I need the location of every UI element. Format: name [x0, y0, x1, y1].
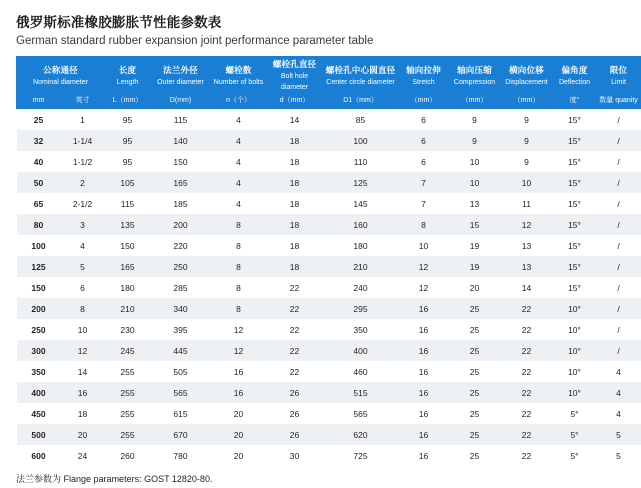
- table-cell: 4: [211, 109, 267, 131]
- table-cell: 15°: [553, 172, 597, 193]
- table-cell: 22: [267, 319, 323, 340]
- col-header-displacement: [501, 57, 553, 95]
- unit-deflection: 度°: [553, 95, 597, 109]
- table-cell: 5°: [553, 424, 597, 445]
- table-cell: 14: [501, 277, 553, 298]
- table-cell: 26: [267, 424, 323, 445]
- col-header-en: Nominal diameter: [33, 78, 88, 86]
- table-cell: 10°: [553, 382, 597, 403]
- table-cell: 14: [61, 361, 105, 382]
- page-title-en: German standard rubber expansion joint performance parameter table: [16, 35, 374, 47]
- table-cell: 6: [399, 151, 449, 172]
- col-header-cn: 长度: [118, 64, 137, 75]
- table-row: [17, 382, 641, 403]
- table-cell: 2-1/2: [61, 193, 105, 214]
- table-cell: 22: [501, 382, 553, 403]
- table-cell: 25: [449, 361, 501, 382]
- table-cell: 8: [211, 235, 267, 256]
- table-row: [17, 214, 641, 235]
- table-cell: 150: [105, 235, 151, 256]
- table-cell: 8: [211, 256, 267, 277]
- table-cell: 145: [323, 193, 399, 214]
- table-cell: 165: [105, 256, 151, 277]
- table-cell: 670: [151, 424, 211, 445]
- table-cell: 8: [211, 214, 267, 235]
- table-cell: 20: [211, 445, 267, 466]
- table-cell: 4: [211, 172, 267, 193]
- table-cell: 12: [61, 340, 105, 361]
- table-cell: 100: [17, 235, 61, 256]
- col-header-cn: 螺栓孔中心圆直径: [325, 64, 396, 75]
- table-cell: 8: [399, 214, 449, 235]
- table-row: [17, 151, 641, 172]
- table-cell: 185: [151, 193, 211, 214]
- table-cell: 180: [323, 235, 399, 256]
- table-cell: 100: [323, 130, 399, 151]
- table-cell: 295: [323, 298, 399, 319]
- table-cell: 285: [151, 277, 211, 298]
- table-cell: 8: [211, 277, 267, 298]
- col-header-en: Compression: [453, 78, 496, 86]
- unit-number-of-bolts: n（个）: [211, 95, 267, 109]
- col-header-nominal-diameter: [17, 57, 105, 95]
- col-header-outer-diameter: [151, 57, 211, 95]
- table-cell: 8: [211, 298, 267, 319]
- table-cell: 1-1/4: [61, 130, 105, 151]
- col-header-cn: 螺栓孔直径: [272, 59, 317, 69]
- table-cell: /: [597, 214, 641, 235]
- table-cell: 9: [449, 130, 501, 151]
- table-cell: 115: [105, 193, 151, 214]
- table-cell: 22: [501, 298, 553, 319]
- col-header-en: Limit: [611, 78, 626, 86]
- table-cell: 22: [501, 361, 553, 382]
- table-cell: 22: [501, 445, 553, 466]
- table-cell: 565: [323, 403, 399, 424]
- table-cell: 250: [17, 319, 61, 340]
- unit-displacement: （mm）: [501, 95, 553, 109]
- unit-stretch: （mm）: [399, 95, 449, 109]
- table-cell: 400: [323, 340, 399, 361]
- table-cell: 4: [597, 361, 641, 382]
- col-header-cn: 轴向压缩: [457, 64, 492, 75]
- table-row: [17, 193, 641, 214]
- table-cell: 125: [323, 172, 399, 193]
- table-cell: 22: [501, 319, 553, 340]
- table-cell: 25: [449, 340, 501, 361]
- table-cell: 15°: [553, 193, 597, 214]
- table-row: [17, 319, 641, 340]
- table-row: [17, 130, 641, 151]
- table-cell: 30: [267, 445, 323, 466]
- col-header-cn: 限位: [609, 64, 628, 75]
- table-cell: 400: [17, 382, 61, 403]
- table-cell: 4: [597, 403, 641, 424]
- table-cell: /: [597, 256, 641, 277]
- table-header: [17, 57, 641, 109]
- table-cell: 16: [399, 298, 449, 319]
- table-cell: 22: [267, 361, 323, 382]
- table-cell: 500: [17, 424, 61, 445]
- table-cell: 9: [449, 109, 501, 131]
- col-header-center-circle-diameter: [323, 57, 399, 95]
- table-cell: 505: [151, 361, 211, 382]
- table-cell: 9: [501, 130, 553, 151]
- table-cell: 5: [61, 256, 105, 277]
- table-cell: 18: [267, 235, 323, 256]
- table-cell: 245: [105, 340, 151, 361]
- table-cell: 210: [323, 256, 399, 277]
- table-cell: 50: [17, 172, 61, 193]
- table-cell: 16: [399, 319, 449, 340]
- unit-outer-diameter: D(mm): [151, 95, 211, 109]
- table-cell: 2: [61, 172, 105, 193]
- table-cell: 300: [17, 340, 61, 361]
- table-cell: 16: [61, 382, 105, 403]
- table-cell: 5: [597, 445, 641, 466]
- table-cell: 445: [151, 340, 211, 361]
- table-cell: 20: [211, 424, 267, 445]
- table-cell: 13: [501, 256, 553, 277]
- table-cell: 16: [211, 361, 267, 382]
- table-cell: 18: [267, 256, 323, 277]
- table-cell: 340: [151, 298, 211, 319]
- table-cell: 3: [61, 214, 105, 235]
- table-cell: 18: [267, 214, 323, 235]
- table-cell: /: [597, 235, 641, 256]
- table-cell: 18: [267, 130, 323, 151]
- table-cell: 220: [151, 235, 211, 256]
- table-cell: 18: [61, 403, 105, 424]
- table-cell: 25: [449, 403, 501, 424]
- col-header-limit: [597, 57, 641, 95]
- col-header-stretch: [399, 57, 449, 95]
- table-cell: 40: [17, 151, 61, 172]
- table-cell: 200: [17, 298, 61, 319]
- col-header-en: Number of bolts: [213, 78, 264, 86]
- col-header-en: Outer diameter: [157, 78, 204, 86]
- table-cell: 12: [399, 256, 449, 277]
- footer-note-cn: 法兰参数为: [16, 474, 62, 484]
- table-cell: 350: [17, 361, 61, 382]
- table-cell: 15: [449, 214, 501, 235]
- table-cell: /: [597, 193, 641, 214]
- table-cell: 16: [211, 382, 267, 403]
- table-cell: 210: [105, 298, 151, 319]
- table-cell: /: [597, 319, 641, 340]
- table-row: [17, 298, 641, 319]
- table-cell: 255: [105, 403, 151, 424]
- table-cell: 8: [61, 298, 105, 319]
- table-cell: 16: [399, 403, 449, 424]
- table-cell: 240: [323, 277, 399, 298]
- table-cell: 15°: [553, 151, 597, 172]
- table-cell: 260: [105, 445, 151, 466]
- table-cell: 150: [17, 277, 61, 298]
- table-cell: 25: [449, 424, 501, 445]
- table-body: [17, 109, 641, 467]
- table-cell: 26: [267, 382, 323, 403]
- table-cell: 160: [323, 214, 399, 235]
- col-header-bolt-hole-diameter: [267, 57, 323, 95]
- table-cell: 110: [323, 151, 399, 172]
- table-cell: 9: [501, 151, 553, 172]
- table-cell: 20: [61, 424, 105, 445]
- table-cell: 10: [449, 151, 501, 172]
- table-cell: 13: [449, 193, 501, 214]
- unit-nominal-diameter-mm: mm: [17, 95, 61, 109]
- table-cell: 20: [449, 277, 501, 298]
- table-cell: 22: [267, 298, 323, 319]
- unit-length: L（mm）: [105, 95, 151, 109]
- col-header-cn: 公称通径: [43, 64, 78, 75]
- parameter-table: [16, 56, 641, 466]
- table-cell: 22: [267, 340, 323, 361]
- table-cell: 16: [399, 361, 449, 382]
- table-row: [17, 445, 641, 466]
- table-cell: 15°: [553, 277, 597, 298]
- table-cell: 615: [151, 403, 211, 424]
- table-cell: 15°: [553, 214, 597, 235]
- table-cell: 6: [399, 109, 449, 131]
- table-cell: 25: [449, 319, 501, 340]
- col-header-compression: [449, 57, 501, 95]
- table-cell: /: [597, 340, 641, 361]
- table-cell: 9: [501, 109, 553, 131]
- unit-limit: 数量 quanity: [597, 95, 641, 109]
- table-cell: 15°: [553, 235, 597, 256]
- table-cell: 180: [105, 277, 151, 298]
- col-header-en: Length: [116, 78, 139, 86]
- table-cell: 255: [105, 424, 151, 445]
- unit-center-circle-diameter: D1（mm）: [323, 95, 399, 109]
- table-cell: 10°: [553, 298, 597, 319]
- table-cell: 4: [211, 193, 267, 214]
- table-cell: 65: [17, 193, 61, 214]
- table-cell: 1-1/2: [61, 151, 105, 172]
- table-cell: 19: [449, 235, 501, 256]
- table-cell: 25: [449, 298, 501, 319]
- table-cell: 6: [399, 130, 449, 151]
- table-cell: 250: [151, 256, 211, 277]
- col-header-en: Bolt hole diameter: [280, 73, 309, 91]
- table-cell: 85: [323, 109, 399, 131]
- table-cell: 255: [105, 361, 151, 382]
- col-header-en: Stretch: [412, 78, 435, 86]
- table-cell: 95: [105, 109, 151, 131]
- table-row: [17, 340, 641, 361]
- table-cell: 7: [399, 193, 449, 214]
- unit-bolt-hole-diameter: d（mm）: [267, 95, 323, 109]
- table-cell: 22: [501, 340, 553, 361]
- table-row: [17, 172, 641, 193]
- unit-compression: （mm）: [449, 95, 501, 109]
- table-cell: 125: [17, 256, 61, 277]
- table-cell: 725: [323, 445, 399, 466]
- table-cell: 5°: [553, 445, 597, 466]
- table-cell: /: [597, 109, 641, 131]
- table-cell: 450: [17, 403, 61, 424]
- table-cell: 230: [105, 319, 151, 340]
- table-cell: 10°: [553, 340, 597, 361]
- table-row: [17, 403, 641, 424]
- table-cell: /: [597, 277, 641, 298]
- table-cell: 20: [211, 403, 267, 424]
- table-cell: 16: [399, 340, 449, 361]
- table-cell: 16: [399, 445, 449, 466]
- col-header-length: [105, 57, 151, 95]
- table-cell: 780: [151, 445, 211, 466]
- table-cell: 18: [267, 193, 323, 214]
- table-cell: 620: [323, 424, 399, 445]
- page-title-cn: 俄罗斯标准橡胶膨胀节性能参数表: [16, 15, 222, 30]
- footer-note: [16, 473, 584, 486]
- table-cell: 12: [211, 340, 267, 361]
- table-cell: 32: [17, 130, 61, 151]
- table-cell: 22: [267, 277, 323, 298]
- table-cell: 600: [17, 445, 61, 466]
- table-cell: 25: [449, 382, 501, 403]
- table-cell: 200: [151, 214, 211, 235]
- table-cell: 6: [61, 277, 105, 298]
- unit-nominal-diameter-inch: 英寸: [61, 95, 105, 109]
- table-row: [17, 277, 641, 298]
- table-cell: 255: [105, 382, 151, 403]
- table-cell: 105: [105, 172, 151, 193]
- table-cell: 10: [501, 172, 553, 193]
- table-cell: 4: [61, 235, 105, 256]
- col-header-cn: 螺栓数: [225, 64, 252, 75]
- table-cell: 515: [323, 382, 399, 403]
- table-cell: 1: [61, 109, 105, 131]
- table-header-row-units: [17, 95, 641, 109]
- table-cell: 16: [399, 424, 449, 445]
- table-cell: 11: [501, 193, 553, 214]
- col-header-number-of-bolts: [211, 57, 267, 95]
- table-cell: 5: [597, 424, 641, 445]
- table-row: [17, 424, 641, 445]
- table-cell: 5°: [553, 403, 597, 424]
- table-cell: 24: [61, 445, 105, 466]
- table-cell: 135: [105, 214, 151, 235]
- table-cell: 565: [151, 382, 211, 403]
- table-cell: /: [597, 298, 641, 319]
- table-cell: 140: [151, 130, 211, 151]
- table-cell: 115: [151, 109, 211, 131]
- table-cell: 26: [267, 403, 323, 424]
- table-cell: 4: [211, 130, 267, 151]
- table-cell: 25: [449, 445, 501, 466]
- table-cell: 19: [449, 256, 501, 277]
- table-cell: 22: [501, 424, 553, 445]
- table-cell: 95: [105, 130, 151, 151]
- table-row: [17, 109, 641, 131]
- table-cell: /: [597, 130, 641, 151]
- table-cell: 15°: [553, 130, 597, 151]
- col-header-cn: 法兰外径: [163, 64, 198, 75]
- table-cell: 15°: [553, 109, 597, 131]
- table-cell: 18: [267, 172, 323, 193]
- col-header-deflection: [553, 57, 597, 95]
- table-cell: 4: [597, 382, 641, 403]
- table-row: [17, 256, 641, 277]
- col-header-en: Displacement: [505, 78, 548, 86]
- table-cell: 10: [449, 172, 501, 193]
- col-header-en: Deflection: [558, 78, 591, 86]
- table-cell: 10: [399, 235, 449, 256]
- table-cell: 95: [105, 151, 151, 172]
- table-cell: 7: [399, 172, 449, 193]
- table-cell: 150: [151, 151, 211, 172]
- table-cell: 13: [501, 235, 553, 256]
- table-cell: 80: [17, 214, 61, 235]
- table-row: [17, 361, 641, 382]
- table-cell: 10°: [553, 361, 597, 382]
- table-cell: 460: [323, 361, 399, 382]
- table-cell: 12: [501, 214, 553, 235]
- col-header-en: Center circle diameter: [326, 78, 395, 86]
- table-cell: 16: [399, 382, 449, 403]
- table-cell: 10°: [553, 319, 597, 340]
- table-cell: 395: [151, 319, 211, 340]
- footer-note-en: Flange parameters: GOST 12820-80.: [63, 474, 213, 484]
- table-row: [17, 235, 641, 256]
- table-cell: 350: [323, 319, 399, 340]
- table-cell: /: [597, 172, 641, 193]
- table-header-row-titles: [17, 57, 641, 95]
- table-cell: 22: [501, 403, 553, 424]
- table-cell: 12: [399, 277, 449, 298]
- table-cell: 18: [267, 151, 323, 172]
- table-cell: 25: [17, 109, 61, 131]
- table-cell: 165: [151, 172, 211, 193]
- table-cell: 15°: [553, 256, 597, 277]
- col-header-cn: 偏角度: [561, 64, 588, 75]
- table-cell: 12: [211, 319, 267, 340]
- table-cell: 14: [267, 109, 323, 131]
- col-header-cn: 横向位移: [509, 64, 544, 75]
- col-header-cn: 轴向拉伸: [406, 64, 441, 75]
- table-cell: 10: [61, 319, 105, 340]
- table-cell: /: [597, 151, 641, 172]
- table-cell: 4: [211, 151, 267, 172]
